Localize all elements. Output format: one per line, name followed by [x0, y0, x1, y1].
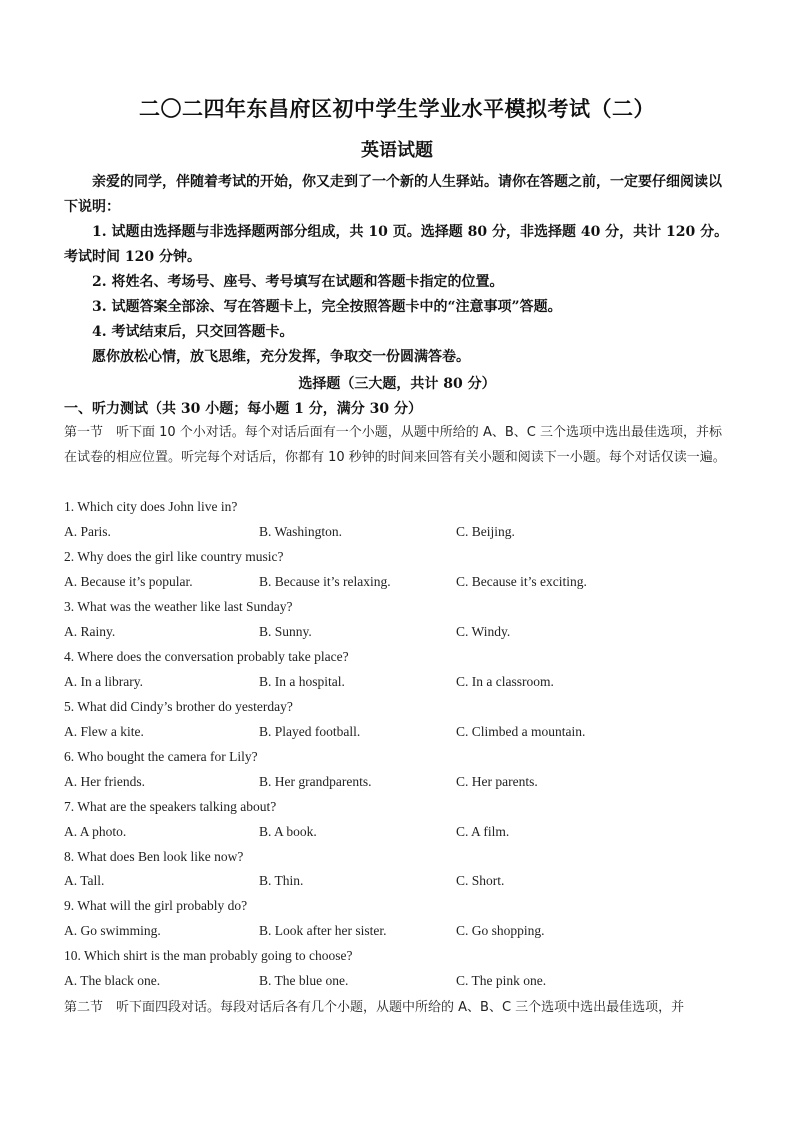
question-4: 4. Where does the conversation probably take place? [64, 649, 349, 664]
q10-option-b: B. The blue one. [259, 973, 349, 988]
q6-option-b: B. Her grandparents. [259, 774, 372, 789]
intro-item-3: 3. 试题答案全部涂、写在答题卡上，完全按照答题卡中的“注意事项”答题。 [92, 299, 562, 315]
q7-option-a: A. A photo. [64, 824, 127, 839]
question-5: 5. What did Cindy’s brother do yesterday? [64, 699, 293, 714]
question-6: 6. Who bought the camera for Lily? [64, 749, 258, 764]
q8-option-b: B. Thin. [259, 873, 304, 888]
question-9: 9. What will the girl probably do? [64, 898, 248, 913]
question-2: 2. Why does the girl like country music? [64, 549, 284, 564]
q9-option-b: B. Look after her sister. [259, 923, 387, 938]
q8-option-c: C. Short. [456, 873, 505, 888]
exam-subtitle: 英语试题 [361, 140, 433, 161]
q5-option-c: C. Climbed a mountain. [456, 724, 586, 739]
q2-option-b: B. Because it’s relaxing. [259, 574, 391, 589]
q1-option-c: C. Beijing. [456, 524, 515, 539]
q6-option-a: A. Her friends. [64, 774, 145, 789]
q10-option-c: C. The pink one. [456, 973, 547, 988]
q4-option-c: C. In a classroom. [456, 674, 554, 689]
q3-option-c: C. Windy. [456, 624, 511, 639]
intro-item-4: 4. 考试结束后，只交回答题卡。 [92, 324, 294, 340]
q2-option-a: A. Because it’s popular. [64, 574, 193, 589]
part1-section2-instructions: 第二节 听下面四段对话。每段对话后各有几个小题，从题中所给的 A、B、C 三个选项中选出最佳选项，并 [64, 1000, 685, 1015]
exam-title: 二〇二四年东昌府区初中学生学业水平模拟考试（二） [139, 96, 655, 121]
question-3: 3. What was the weather like last Sunday? [64, 599, 293, 614]
part1-section1-instructions: 第一节 听下面 10 个小对话。每个对话后面有一个小题，从题中所给的 A、B、C 三个选项中选出最佳选项，并标在试卷的相应位置。听完每个对话后，你都有 10 秒钟的时间来回答有关小题和阅读下一小题。每个对话仅读一遍。 [64, 425, 726, 465]
q3-option-a: A. Rainy. [64, 624, 116, 639]
question-7: 7. What are the speakers talking about? [64, 799, 277, 814]
section-title: 选择题（三大题，共计 80 分） [298, 376, 496, 392]
question-8: 8. What does Ben look like now? [64, 849, 244, 864]
q9-option-a: A. Go swimming. [64, 923, 161, 938]
q7-option-b: B. A book. [259, 824, 317, 839]
question-10: 10. Which shirt is the man probably going to choose? [64, 948, 353, 963]
q1-option-b: B. Washington. [259, 524, 343, 539]
q1-option-a: A. Paris. [64, 524, 111, 539]
q4-option-a: A. In a library. [64, 674, 143, 689]
q5-option-b: B. Played football. [259, 724, 361, 739]
q10-option-a: A. The black one. [64, 973, 161, 988]
q8-option-a: A. Tall. [64, 873, 105, 888]
q4-option-b: B. In a hospital. [259, 674, 345, 689]
question-1: 1. Which city does John live in? [64, 499, 238, 514]
intro-greeting: 亲爱的同学，伴随着考试的开始，你又走到了一个新的人生驿站。请你在答题之前，一定要仔细阅读以下说明： [64, 174, 722, 215]
q3-option-b: B. Sunny. [259, 624, 312, 639]
intro-item-1: 1. 试题由选择题与非选择题两部分组成，共 10 页。选择题 80 分，非选择题 40 分，共计 120 分。考试时间 120 分钟。 [64, 224, 729, 265]
q9-option-c: C. Go shopping. [456, 923, 545, 938]
q5-option-a: A. Flew a kite. [64, 724, 144, 739]
q7-option-c: C. A film. [456, 824, 510, 839]
part1-heading: 一、听力测试（共 30 小题；每小题 1 分，满分 30 分） [64, 401, 422, 417]
q6-option-c: C. Her parents. [456, 774, 538, 789]
q2-option-c: C. Because it’s exciting. [456, 574, 587, 589]
intro-item-2: 2. 将姓名、考场号、座号、考号填写在试题和答题卡指定的位置。 [92, 274, 504, 290]
intro-closing: 愿你放松心情，放飞思维，充分发挥，争取交一份圆满答卷。 [92, 349, 470, 365]
